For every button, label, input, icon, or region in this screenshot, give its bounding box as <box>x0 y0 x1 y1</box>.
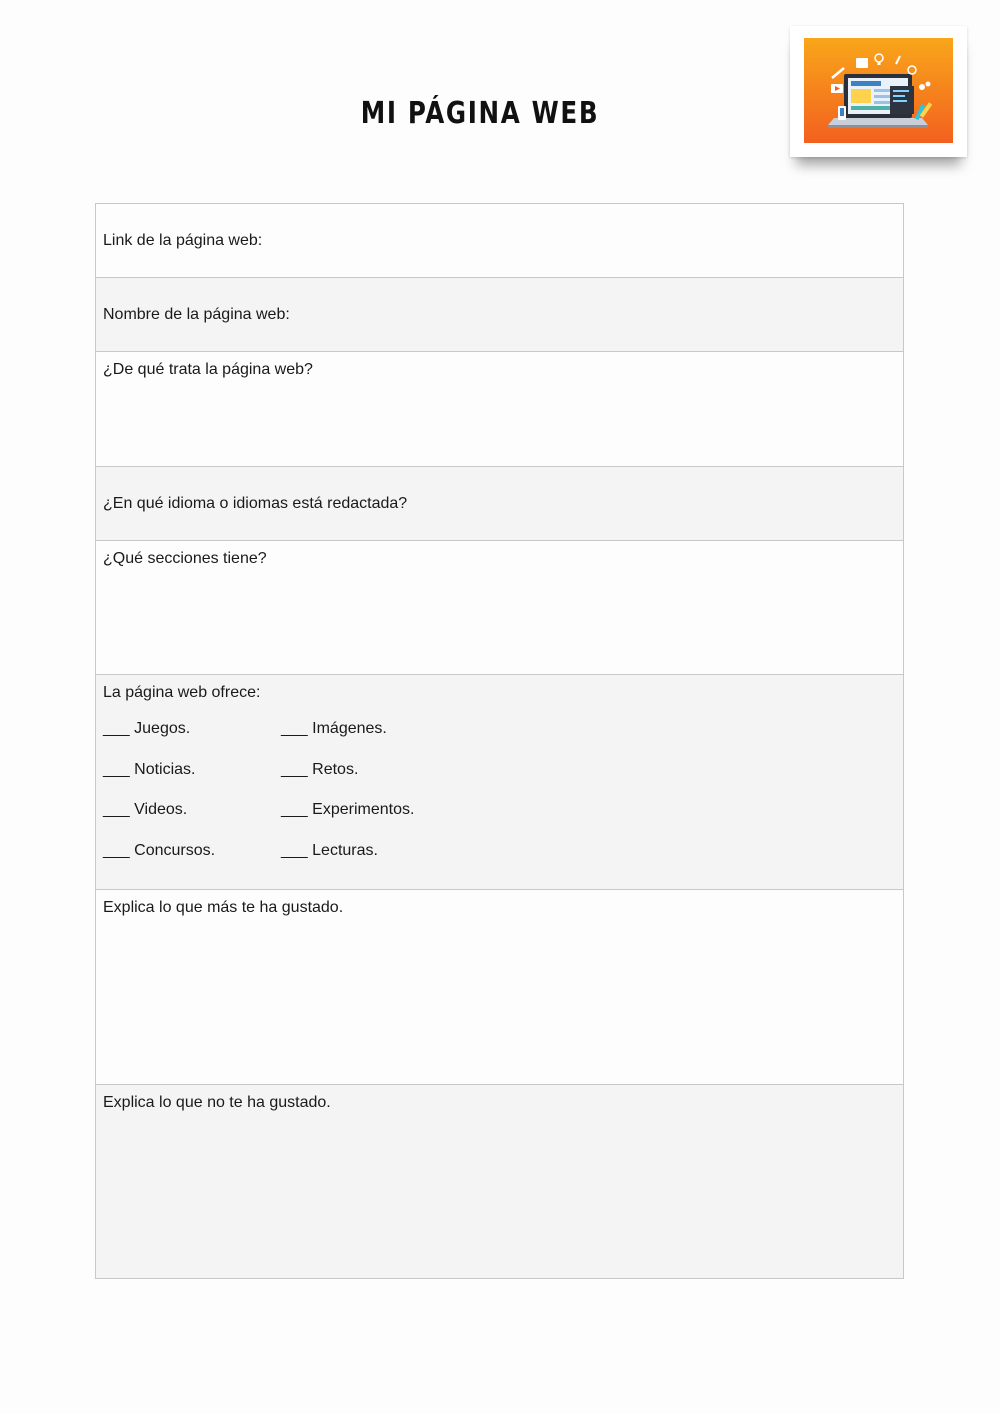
row-ofrece <box>96 675 903 890</box>
row-link[interactable] <box>96 204 903 278</box>
row-trata[interactable] <box>96 352 903 467</box>
page-title: MI PÁGINA WEB <box>360 96 600 131</box>
ofrece-label: La página web ofrece: <box>103 684 261 701</box>
no-gustado-label: Explica lo que no te ha gustado. <box>103 1094 331 1111</box>
row-secciones[interactable] <box>96 541 903 675</box>
options-line <box>103 761 896 802</box>
option-concursos[interactable]: ___ Concursos. <box>103 841 216 859</box>
option-videos[interactable]: ___ Videos. <box>103 801 188 818</box>
nombre-label: Nombre de la página web: <box>103 305 290 323</box>
option-lecturas[interactable]: ___ Lecturas. <box>281 841 378 859</box>
worksheet-table <box>95 203 904 1279</box>
option-juegos[interactable]: ___ Juegos. <box>103 720 191 737</box>
trata-label: ¿De qué trata la página web? <box>103 361 313 378</box>
secciones-label: ¿Qué secciones tiene? <box>103 550 267 567</box>
row-nombre[interactable] <box>96 278 903 352</box>
option-imagenes[interactable]: ___ Imágenes. <box>281 720 387 737</box>
options-line <box>103 720 896 761</box>
option-experimentos[interactable]: ___ Experimentos. <box>281 801 415 818</box>
link-label: Link de la página web: <box>103 231 263 249</box>
row-idioma[interactable] <box>96 467 903 541</box>
web-illustration-photo <box>790 26 967 157</box>
option-noticias[interactable]: ___ Noticias. <box>103 760 196 778</box>
options-list <box>103 720 896 882</box>
row-gustado[interactable] <box>96 890 903 1085</box>
idioma-label: ¿En qué idioma o idiomas está redactada? <box>103 494 408 512</box>
row-no-gustado[interactable] <box>96 1085 903 1279</box>
options-line <box>103 842 896 883</box>
laptop-web-illustration-icon <box>804 38 953 143</box>
gustado-label: Explica lo que más te ha gustado. <box>103 899 344 916</box>
options-line <box>103 801 896 842</box>
option-retos[interactable]: ___ Retos. <box>281 760 359 778</box>
